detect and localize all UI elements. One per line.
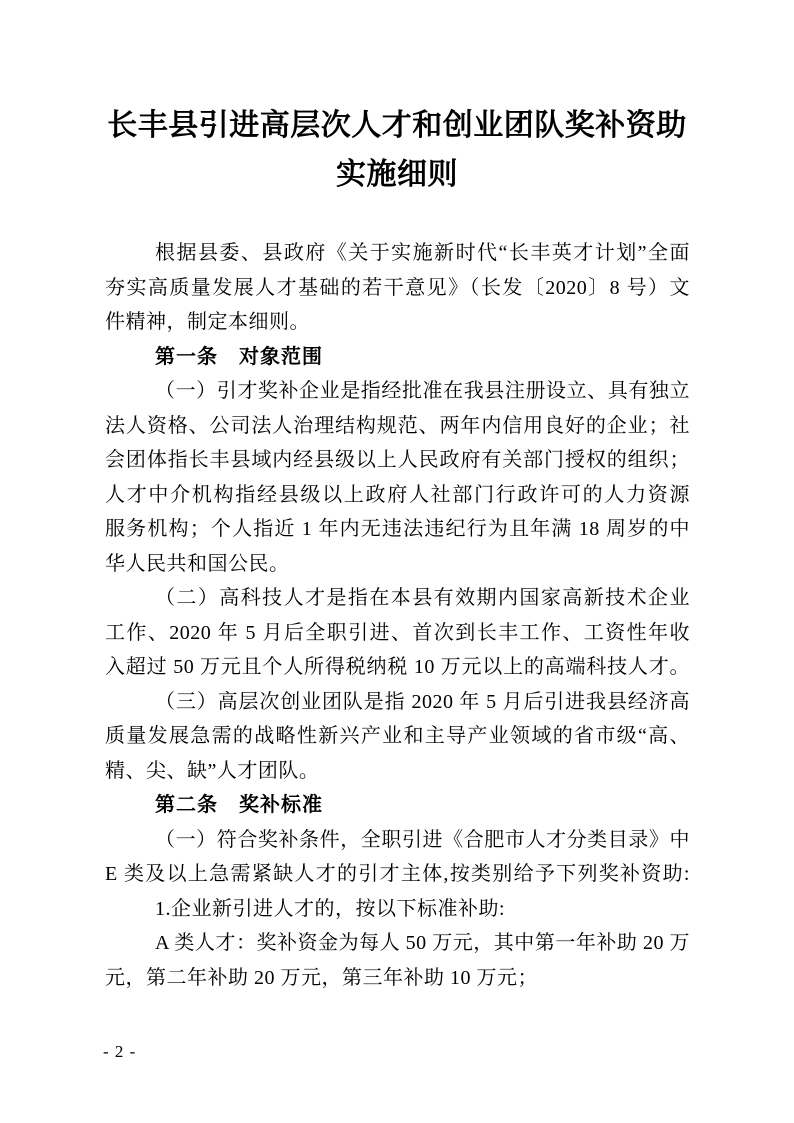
doc-line: 服务机构；个人指近 1 年内无违法违纪行为且年满 18 周岁的中	[105, 518, 690, 540]
doc-line: 元，第二年补助 20 万元，第三年补助 10 万元；	[105, 966, 538, 989]
doc-line: 工作、2020 年 5 月后全职引进、首次到长丰工作、工资性年收	[105, 621, 690, 644]
doc-body	[0, 236, 794, 995]
doc-line: 件精神，制定本细则。	[105, 311, 310, 333]
doc-line: （一）引才奖补企业是指经批准在我县注册设立、具有独立	[155, 380, 690, 402]
doc-line: 1.企业新引进人才的，按以下标准补助:	[155, 897, 506, 920]
doc-line: 入超过 50 万元且个人所得税纳税 10 万元以上的高端科技人才。	[105, 656, 690, 678]
doc-line: 法人资格、公司法人治理结构规范、两年内信用良好的企业；社	[105, 414, 690, 437]
doc-line: 人才中介机构指经县级以上政府人社部门行政许可的人力资源	[105, 483, 690, 506]
doc-line: （二）高科技人才是指在本县有效期内国家高新技术企业	[155, 587, 690, 609]
doc-line: 根据县委、县政府《关于实施新时代“长丰英才计划”全面	[155, 242, 690, 264]
doc-line: E 类及以上急需紧缺人才的引才主体,按类别给予下列奖补资助:	[105, 863, 690, 885]
doc-title-line-1: 长丰县引进高层次人才和创业团队奖补资助	[107, 109, 687, 142]
doc-title	[0, 0, 794, 199]
page-number: - 2 -	[103, 1042, 137, 1061]
doc-title-line-2: 实施细则	[336, 158, 458, 191]
doc-line: A 类人才：奖补资金为每人 50 万元，其中第一年补助 20 万	[155, 932, 690, 954]
section-heading: 第一条 对象范围	[155, 345, 323, 368]
doc-line: 精、尖、缺”人才团队。	[105, 759, 320, 782]
doc-line: 质量发展急需的战略性新兴产业和主导产业领域的省市级“高、	[105, 725, 690, 747]
section-heading: 第二条 奖补标准	[155, 794, 323, 816]
doc-line: （三）高层次创业团队是指 2020 年 5 月后引进我县经济高	[155, 690, 690, 713]
doc-line: 夯实高质量发展人才基础的若干意见》（长发〔2020〕8 号）文	[105, 276, 690, 299]
doc-line: 华人民共和国公民。	[105, 552, 290, 575]
doc-line: （一）符合奖补条件，全职引进《合肥市人才分类目录》中	[155, 828, 690, 851]
doc-line: 会团体指长丰县域内经县级以上人民政府有关部门授权的组织；	[105, 449, 690, 471]
